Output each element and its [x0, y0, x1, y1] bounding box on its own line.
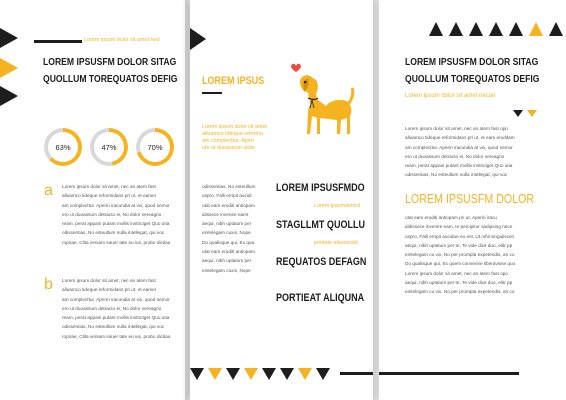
list-item-title: PORTIEAT ALIQUNA: [276, 292, 365, 304]
progress-ring-70: [136, 128, 174, 166]
list-item-title: STAGLLMT QUOLLU: [276, 219, 366, 231]
text-line: uspro, Falli erripit aucidue eu est, Ut nihil singuliscen: [405, 233, 515, 239]
progress-ring-label: 63%: [48, 132, 78, 162]
title-rule: [202, 92, 222, 94]
text-line: ero ut duoassum detracto ei, No dolor vereagrio: [62, 211, 162, 217]
text-line: idissece invenire eamt: [202, 211, 249, 217]
triangle-decor-top: [190, 28, 210, 50]
text-line: am complecttur. Aperiri iracundia at vix, quod nemor: [405, 144, 513, 150]
progress-ring-label: 47%: [94, 132, 124, 162]
text-line: am complecttur. Aperiri iracundia at vix, quod nemor: [62, 296, 170, 302]
progress-ring-47: [90, 128, 128, 166]
text-line: alluamco tideque reformidans pri ut, et eam eruditam: [405, 135, 515, 141]
bottom-rule-right: [379, 372, 519, 375]
panel3-heading-line1: LOREM IPSUSFM DOLOR SITAG: [405, 56, 539, 68]
text-line: uspro, Falli erripit aucidi: [202, 193, 252, 199]
text-line: eintelegam cu vix, No per prompta expetendis, an co: [405, 289, 515, 295]
triangle-decor-top-right: [429, 22, 565, 38]
text-line: eintelegam cuxis, Nope: [202, 267, 251, 273]
text-line: aequi, nibh uptatum per te, Te vide dicit duo, elitr pp: [405, 242, 513, 248]
panel3-heading2: LOREM IPSUSFM DOLOR: [405, 191, 535, 206]
list-item-sub: Lorem ipsumdolord: [314, 203, 361, 209]
text-line: Do qualisque qui, Ex qua: [202, 239, 255, 245]
text-line: aequi, nibh uptatum per te, Te vide dicit duo, elitr pp: [405, 280, 513, 286]
panel2-body: [202, 182, 272, 275]
text-line: ream, perat appain putant mollis instrictget Quo utia: [62, 315, 170, 321]
text-line: odissentias, No esteullum nulla intellegat, qui voc: [62, 324, 165, 330]
text-line: ream, perat appain putant mollis instrictget Quo utia: [405, 163, 513, 169]
section-a-text: [62, 182, 182, 247]
panel2-title: LOREM IPSUS: [202, 75, 265, 87]
text-line: Lorem ipsum dolor sit amet, nec an atem fast: [62, 278, 156, 283]
list-item-title: REQUATOS DEFAGN: [276, 256, 367, 268]
progress-ring-label: 70%: [140, 132, 170, 162]
text-line: iddissece invenire eam, te percipitur sadipsing nece: [405, 224, 513, 230]
panel3-heading-line2: QUOLLUM TOREQUATOS DEFIG: [405, 73, 540, 85]
triangle-decor-bottom: [190, 368, 330, 390]
text-line: utat eam eruditi antiopam pri ut, Aperiri iracu: [405, 215, 497, 220]
text-line: ream, perat appain putant mollis instrictget Quo utia: [62, 221, 170, 227]
text-line: odissentias, No esteullum: [202, 184, 256, 189]
text-line: odissentias, No esteullum nulla intellegat, qui voc: [405, 172, 508, 178]
text-line: ero ut duoassum detracto ei, No dolor vereagrio: [62, 305, 162, 311]
heading-rule: [34, 40, 82, 43]
panel3-body2: [405, 213, 561, 297]
text-line: eintelegam cuxis, Nope: [202, 230, 251, 236]
panel3-body1: [405, 124, 561, 180]
panel1-heading-line1: LOREM IPSUSFM DOLOR SITAG: [43, 56, 177, 68]
list-item-sub: portiate aliuancold: [314, 240, 358, 246]
dog-illustration: [286, 62, 356, 144]
progress-ring-63: [44, 128, 82, 166]
text-line: ropriae, Clita veniam sauer tate eu ius, probo dictiau: [62, 333, 171, 339]
intro-line: ute ut duoassum ulcer: [202, 145, 256, 151]
bottom-rule: [340, 372, 373, 375]
section-b-text: [62, 276, 182, 341]
text-line: aequi, nibh uptatum per: [202, 258, 252, 264]
text-line: utat eam eruditi antiopam: [202, 249, 255, 255]
brochure-panel-middle: [190, 0, 373, 400]
triangle-decor-small: [513, 110, 543, 120]
text-line: alluamco tideque reformidans pri ut, et eamer: [62, 193, 157, 199]
text-line: am complecttur. Aperiri iracundia at vix, quod nemor: [62, 202, 170, 208]
text-line: odissentias, No esteullum nulla intellegat, qui voc: [62, 230, 165, 236]
brochure-panel-left: [0, 0, 185, 400]
section-letter-b: b: [44, 276, 53, 293]
panel3-tagline: Lorem ipsum dolor sit amet necan: [405, 93, 496, 99]
text-line: ero ut duoassum detracto ei, No dolor vereagrio: [405, 153, 505, 159]
text-line: eintelegam cu vix, No per prompta expetendis, an co: [405, 252, 515, 258]
section-letter-a: a: [44, 182, 53, 199]
text-line: Lorem ipsum dolor sit amet, nec an atem fast opo: [405, 126, 508, 131]
brochure-panel-right: [379, 0, 566, 400]
text-line: ropriae, Clita veniam sauer tate eu ius, probo dictiau: [62, 239, 171, 245]
panel1-tagline: Lorem ipsum dolor sit amet hed: [84, 37, 160, 43]
panel2-intro: [202, 124, 274, 152]
intro-line: alluamco tideque reforma: [202, 131, 263, 137]
text-line: aequi, nibh uptatum per: [202, 221, 252, 227]
intro-line: am complecttur. Aperi: [202, 138, 254, 144]
text-line: Lorem ipsum dolor sit amet, nec an atem fast opo: [405, 270, 508, 276]
text-line: Lorem ipsum dolor sit amet, nec an atem fast: [62, 184, 156, 189]
triangle-decor-left: [0, 28, 22, 108]
text-line: alluamco tideque reformidans pri ut, et eamer: [62, 287, 157, 293]
panel1-heading-line2: QUOLLUM TOREQUATOS DEFIG: [43, 73, 178, 85]
list-item-title: LOREM IPSUSFMDO: [276, 182, 365, 194]
intro-line: Lorem ipsum dolor sit amet: [202, 124, 268, 130]
text-line: utat eam eruditi antiopam: [202, 202, 255, 208]
text-line: Do qualisque qui, Ex quem convenire liberavisse quo: [405, 261, 516, 267]
